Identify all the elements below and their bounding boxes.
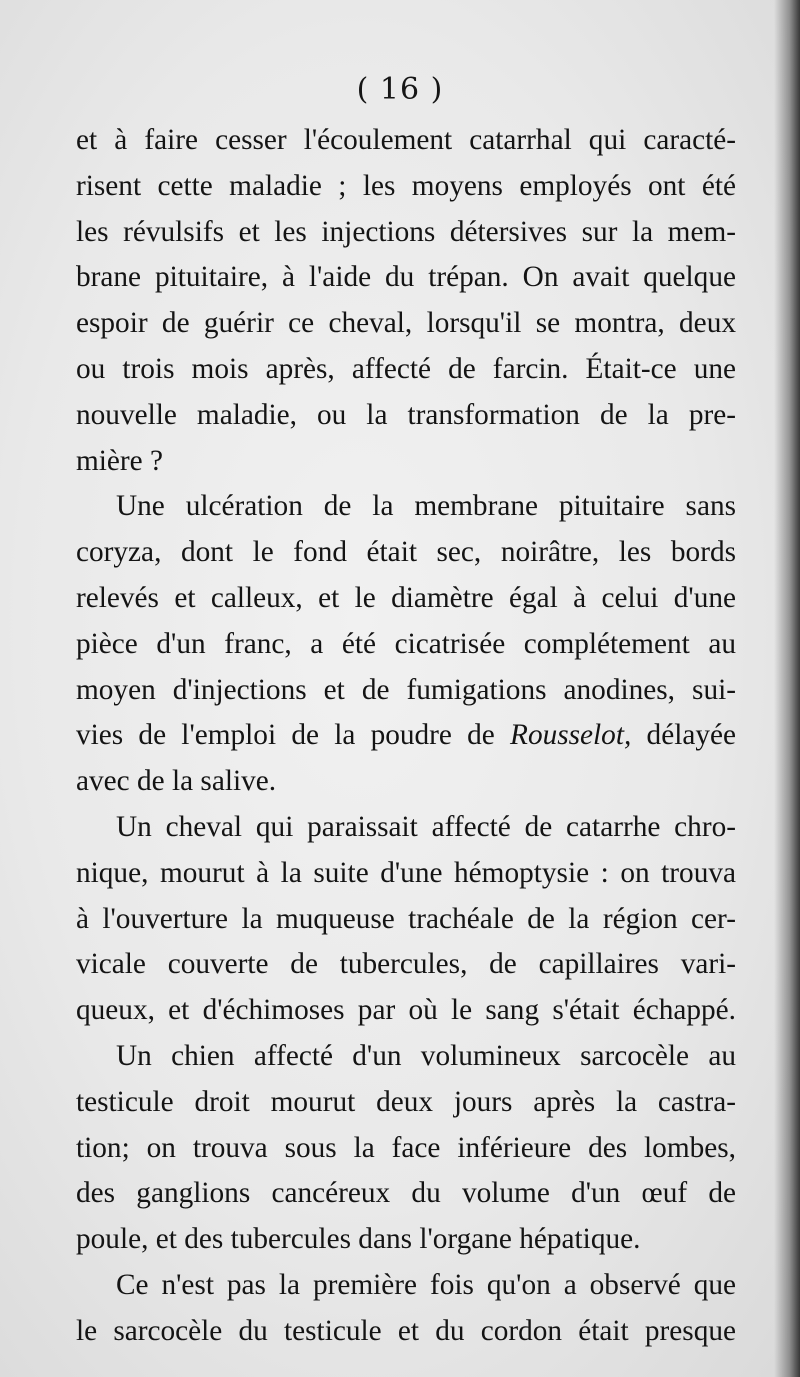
page-number: ( 16 ) xyxy=(356,72,444,107)
text-line: nique, mourut à la suite d'une hémoptysie : on trouva xyxy=(76,856,736,889)
text-line: espoir de guérir ce cheval, lorsqu'il se montra, deux xyxy=(76,307,736,340)
text-line: queux, et d'échimoses par où le sang s'était échappé. xyxy=(76,994,736,1027)
text-line: avec de la salive. xyxy=(76,765,277,798)
text-line: et à faire cesser l'écoulement catarrhal qui caracté- xyxy=(76,124,736,156)
text-line: Un chien affecté d'un volumineux sarcocèle au xyxy=(116,1039,736,1072)
text-line xyxy=(76,713,736,759)
text-line: nouvelle maladie, ou la transformation de la pre- xyxy=(76,398,736,431)
text-line: Ce n'est pas la première fois qu'on a observé que xyxy=(116,1268,736,1301)
text-line: poule, et des tubercules dans l'organe hépatique. xyxy=(76,1223,641,1256)
text-line: testicule droit mourut deux jours après la castra- xyxy=(76,1085,736,1118)
text-line: coryza, dont le fond était sec, noirâtre, les bords xyxy=(76,536,736,569)
text-line: ou trois mois après, affecté de farcin. Était-ce une xyxy=(76,352,736,385)
text-line: relevés et calleux, et le diamètre égal à celui d'une xyxy=(76,581,736,614)
text-line: pièce d'un franc, a été cicatrisée complétement au xyxy=(76,627,736,660)
text-line: vicale couverte de tubercules, de capillaires vari- xyxy=(76,948,736,981)
text-line: les révulsifs et les injections détersives sur la mem- xyxy=(76,215,736,248)
body-text xyxy=(76,118,736,1355)
italic-name: Rousselot, xyxy=(510,719,632,752)
text-line: tion; on trouva sous la face inférieure des lombes, xyxy=(76,1131,736,1164)
text-line: Une ulcération de la membrane pituitaire sans xyxy=(116,490,736,523)
text-line: risent cette maladie ; les moyens employés ont été xyxy=(76,169,736,202)
text-line: mière ? xyxy=(76,444,164,477)
text-line: des ganglions cancéreux du volume d'un œuf de xyxy=(76,1177,736,1210)
text-segment: vies de l'emploi de la poudre de xyxy=(76,719,511,752)
text-line: Un cheval qui paraissait affecté de catarrhe chro- xyxy=(116,810,736,843)
text-segment: délayée xyxy=(631,719,736,752)
text-line: à l'ouverture la muqueuse trachéale de la région cer- xyxy=(76,902,736,935)
text-line: le sarcocèle du testicule et du cordon était presque xyxy=(76,1314,736,1347)
text-line: brane pituitaire, à l'aide du trépan. On avait quelque xyxy=(76,261,736,294)
text-line: moyen d'injections et de fumigations anodines, sui- xyxy=(76,673,736,706)
